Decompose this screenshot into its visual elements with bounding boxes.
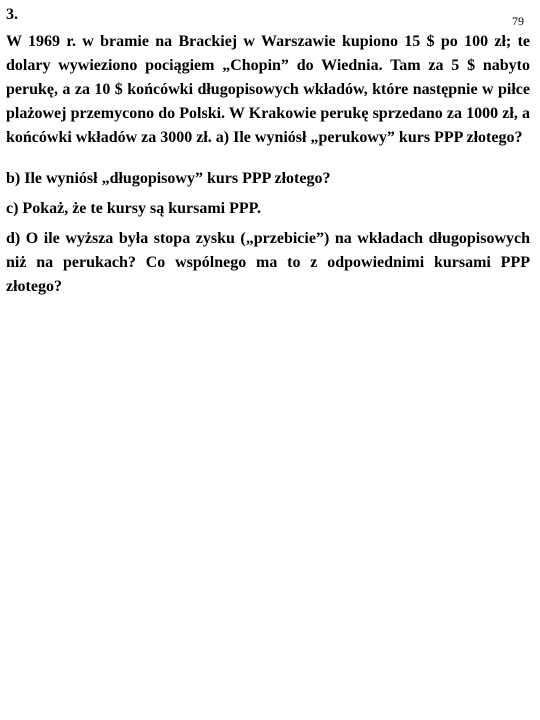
problem-number: 3. [6, 6, 18, 23]
page-number: 79 [512, 14, 524, 28]
question-d: d) O ile wyższa była stopa zysku („przebicie”) na wkładach długopisowych niż na perukach? Co wspólnego ma to z odpowiednimi kursami PPP złotego? [6, 230, 530, 295]
question-c: c) Pokaż, że te kursy są kursami PPP. [6, 200, 261, 217]
problem-text-main: W 1969 r. w bramie na Brackiej w Warszawie kupiono 15 $ po 100 zł; te dolary wywieziono pociągiem „Chopin” do Wiednia. Tam za 5 $ nabyto perukę, a za 10 $ końcówki długopisowych wkładów, które następnie w piłce plażowej przemycono do Polski. W Krakowie perukę sprzedano za 1000 zł, a końcówki wkładów za 3000 zł. a) Ile wyniósł „perukowy” kurs PPP złotego? [6, 33, 530, 146]
question-b: b) Ile wyniósł „długopisowy” kurs PPP złotego? [6, 170, 331, 187]
